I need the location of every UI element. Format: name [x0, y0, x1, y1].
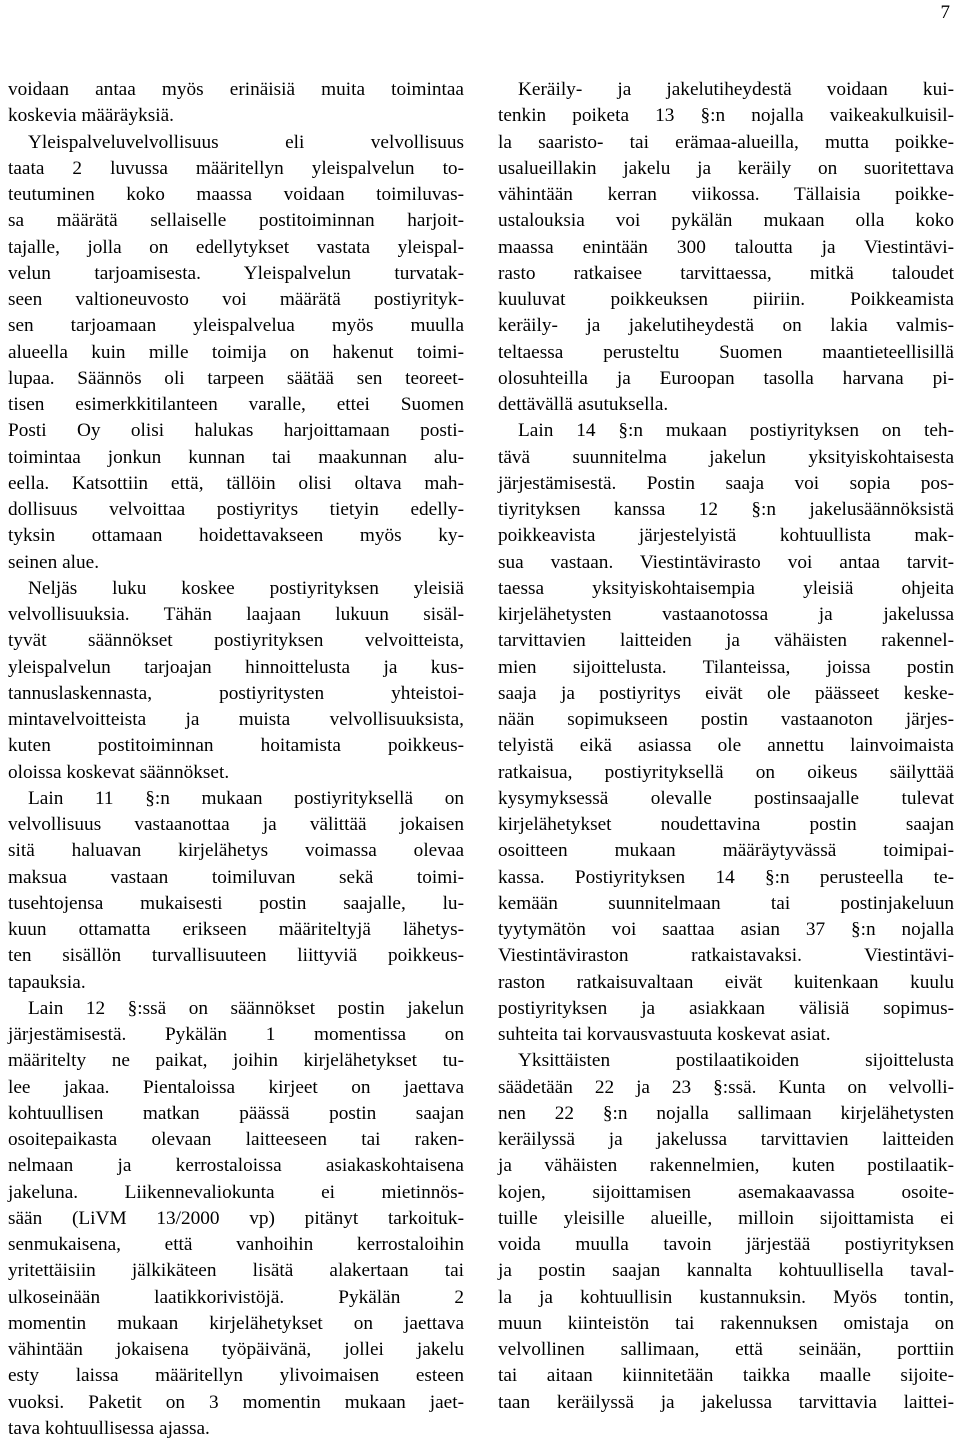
text-line: teutuminen koko maassa voidaan toimiluvas- [8, 184, 464, 205]
text-line: nelmaan ja kerrostaloissa asiakaskohtaisena [8, 1155, 464, 1177]
text-line: ulkoseinään laatikkorivistöjä. Pykälän 2 [8, 1286, 464, 1308]
text-line: kirjelähetykset noudettavina postin saajan [498, 814, 954, 835]
text-line: keräily- ja jakelutiheydestä on lakia valmis- [498, 315, 954, 337]
text-line: vuoksi. Paketit on 3 momentin mukaan jaet- [8, 1391, 464, 1413]
text-line: kuten postitoiminnan hoitamista poikkeus- [8, 735, 464, 757]
text-line: yleispalvelun tarjoajan hinnoittelusta ja kus- [8, 656, 464, 678]
text-line: la ja kohtuullisin kustannuksin. Myös tontin, [498, 1286, 954, 1308]
text-line: Keräily- ja jakelutiheydestä voidaan kui- [518, 79, 954, 100]
text-line: sua vastaan. Viestintävirasto voi antaa tarvit- [498, 551, 954, 573]
text-line: Yksittäisten postilaatikoiden sijoittelusta [518, 1050, 954, 1072]
text-line: nään sopimukseen postin vastaanoton järjes- [498, 709, 954, 730]
text-line: postiyrityksen ja asiakkaan välisiä sopimus- [498, 997, 954, 1019]
text-line: muun kiinteistön tai rakennuksen omistaja on [498, 1312, 954, 1334]
text-line: järjestämisestä. Postin saaja voi sopia pos- [498, 472, 954, 494]
text-line: tävä suunnitelma jakelun yksityiskohtaisesta [498, 446, 954, 468]
text-line: maksua vastaan toimiluvan sekä toimi- [8, 866, 464, 888]
text-line: tarvittavien laitteiden ja vähäisten rakennel- [498, 630, 954, 652]
text-line: la saaristo- tai erämaa-alueilla, mutta poikke- [498, 131, 954, 153]
text-line: senmukaisena, että vanhoihin kerrostaloihin [8, 1234, 464, 1255]
text-line: kuuluvat poikkeuksen piiriin. Poikkeamista [498, 289, 954, 310]
text-line: suhteita tai korvausvastuuta koskevat asiat. [498, 1024, 831, 1045]
text-line: kysymyksessä olevalle postinsaajalle tulevat [498, 787, 954, 809]
text-line: Viestintäviraston ratkaistavaksi. Viestintävi- [498, 945, 954, 967]
text-line: sa määrätä sellaiselle postitoiminnan harjoit- [8, 210, 464, 232]
text-line: taan keräilyssä ja jakelussa tarvittavia laittei- [498, 1391, 954, 1413]
text-line: ja postin saajan kannalta kohtuullisella taval- [498, 1260, 954, 1282]
text-line: tyksin ottamaan hoidettavakseen myös ky- [8, 525, 464, 547]
text-line: maassa enintään 300 taloutta ja Viestintävi- [498, 236, 954, 258]
text-line: kojen, sijoittamisen asemakaavassa osoite- [498, 1181, 954, 1203]
text-line: sen tarjoamaan yleispalvelua myös muulla [8, 315, 464, 337]
text-line: osoitepaikasta olevaan laitteeseen tai raken- [8, 1129, 464, 1150]
text-line: saaja ja postiyritys eivät ole päässeet keske- [498, 682, 954, 704]
text-line: Lain 11 §:n mukaan postiyrityksellä on [28, 787, 464, 809]
left-text-column [8, 77, 464, 1442]
text-line: ratkaisua, postiyrityksellä on oikeus säilyttää [498, 761, 954, 783]
text-line: kemään suunnitelmaan tai postinjakeluun [498, 892, 954, 914]
text-line: dollisuus velvoittaa postiyritys tietyin edelly- [8, 499, 464, 520]
text-line: seinen alue. [8, 551, 100, 573]
text-line: teltaessa perusteltu Suomen maantieteellisillä [498, 341, 954, 363]
text-line: Lain 12 §:ssä on säännökset postin jakelun [28, 997, 464, 1019]
text-line: kassa. Postiyrityksen 14 §:n perusteella te- [498, 866, 954, 888]
text-line: tiyrityksen kanssa 12 §:n jakelusäännöksistä [498, 499, 954, 520]
text-line: tai aitaan kiinnitetään taikka maalle sijoite- [498, 1365, 954, 1387]
text-line: vähintään kerran viikossa. Tällaisia poikke- [498, 184, 954, 205]
right-text-column [498, 77, 954, 1416]
text-line: tuille yleisille alueille, milloin sijoittamista ei [498, 1207, 954, 1229]
text-line: taata 2 luvussa määritellyn yleispalvelun to- [8, 157, 464, 179]
text-line: ten sisällön turvallisuuteen liittyviä poikkeus- [8, 945, 464, 967]
text-line: Lain 14 §:n mukaan postiyrityksen on teh- [518, 420, 954, 442]
text-line: momentin mukaan kirjelähetykset on jaettava [8, 1312, 464, 1334]
text-line: Posti Oy olisi halukas harjoittamaan posti- [8, 420, 464, 442]
text-line: ustalouksia voi pykälän mukaan olla koko [498, 210, 954, 232]
text-line: velun tarjoamisesta. Yleispalvelun turvatak- [8, 262, 464, 284]
text-line: tapauksia. [8, 971, 86, 993]
text-line: tyytymätön voi saattaa asian 37 §:n nojalla [498, 919, 954, 940]
text-line: dettävällä asutuksella. [498, 394, 669, 415]
text-line: järjestämisestä. Pykälän 1 momentissa on [8, 1024, 464, 1045]
text-line: poikkeavista järjestelyistä kohtuullista mak- [498, 525, 954, 547]
text-line: säädetään 22 ja 23 §:ssä. Kunta on velvolli- [498, 1076, 954, 1098]
text-line: toimintaa jonkun kunnan tai maakunnan alu- [8, 446, 464, 468]
text-line: yritettäisiin jälkikäteen lisätä alakertaan tai [8, 1260, 464, 1282]
text-line: tisen esimerkkitilanteen varalle, ettei Suomen [8, 394, 464, 415]
text-line: tyvät säännökset postiyrityksen velvoitteista, [8, 630, 464, 652]
text-line: sitä haluavan kirjelähetys voimassa olevaa [8, 840, 464, 862]
text-line: voida muulla tavoin järjestää postiyrityksen [498, 1234, 954, 1255]
text-line: keräilyssä ja jakelussa tarvittavien laitteiden [498, 1129, 954, 1150]
text-line: velvollisuus vastaanottaa ja välittää jokaisen [8, 814, 464, 835]
text-line: olosuhteilla ja Euroopan tasolla harvana pi- [498, 367, 954, 389]
text-line: oloissa koskevat säännökset. [8, 761, 230, 783]
text-line: jakeluna. Liikennevaliokunta ei mietinnös- [8, 1181, 464, 1203]
text-line: eella. Katsottiin että, tällöin olisi oltava mah- [8, 472, 464, 494]
text-line: mien sijoittelusta. Tilanteissa, joissa postin [498, 656, 954, 678]
text-line: taessa yksityiskohtaisempia yleisiä ohjeita [498, 577, 954, 599]
text-line: velvollisuuksia. Tähän laajaan lukuun sisäl- [8, 604, 464, 625]
text-line: kirjelähetysten vastaanotossa ja jakelussa [498, 604, 954, 625]
text-line: lupaa. Säännös oli tarpeen säätää sen teoreet- [8, 367, 464, 389]
text-line: määritelty ne paikat, joihin kirjelähetykset tu- [8, 1050, 464, 1072]
text-line: Yleispalveluvelvollisuus eli velvollisuus [28, 131, 464, 153]
text-line: tannuslaskennasta, postiyritysten yhteistoi- [8, 682, 464, 704]
page-number: 7 [940, 2, 950, 23]
text-line: lee jakaa. Pientaloissa kirjeet on jaettava [8, 1076, 464, 1098]
text-line: tava kohtuullisessa ajassa. [8, 1417, 210, 1439]
text-line: kuun ottamatta erikseen määriteltyjä lähetys- [8, 919, 464, 940]
text-line: ja vähäisten rakennelmien, kuten postilaatik- [498, 1155, 954, 1177]
text-line: telyistä eikä asiassa ole annettu lainvoimaista [498, 735, 954, 757]
text-line: koskevia määräyksiä. [8, 105, 174, 127]
text-line: alueella kuin mille toimija on hakenut toimi- [8, 341, 464, 363]
text-line: osoitteen mukaan määräytyvässä toimipai- [498, 840, 954, 862]
text-line: velvollinen sallimaan, että seinään, porttiin [498, 1339, 954, 1360]
text-line: tenkin poiketa 13 §:n nojalla vaikeakulkuisil- [498, 105, 954, 127]
text-line: tajalle, jolla on edellytykset vastata yleispal- [8, 236, 464, 258]
text-line: esty laissa määritellyn ylivoimaisen esteen [8, 1365, 464, 1387]
text-line: sään (LiVM 13/2000 vp) pitänyt tarkoituk- [8, 1207, 464, 1229]
text-line: vähintään jokaisena työpäivänä, jollei jakelu [8, 1339, 464, 1360]
text-line: seen valtioneuvosto voi määrätä postiyrityk- [8, 289, 464, 310]
text-line: usalueillakin jakelu ja keräily on suoritettava [498, 157, 954, 179]
text-line: tusehtojensa mukaisesti postin saajalle, lu- [8, 892, 464, 914]
text-line: voidaan antaa myös erinäisiä muita toimintaa [8, 79, 464, 100]
text-line: kohtuullisen matkan päässä postin saajan [8, 1102, 464, 1124]
text-line: raston ratkaisuvaltaan eivät kuitenkaan kuulu [498, 971, 954, 993]
text-line: Neljäs luku koskee postiyrityksen yleisiä [28, 577, 464, 599]
text-line: rasto ratkaisee tarvittaessa, mitkä taloudet [498, 262, 954, 284]
text-line: nen 22 §:n nojalla sallimaan kirjelähetysten [498, 1102, 954, 1124]
text-line: mintavelvoitteista ja muista velvollisuuksista, [8, 709, 464, 730]
